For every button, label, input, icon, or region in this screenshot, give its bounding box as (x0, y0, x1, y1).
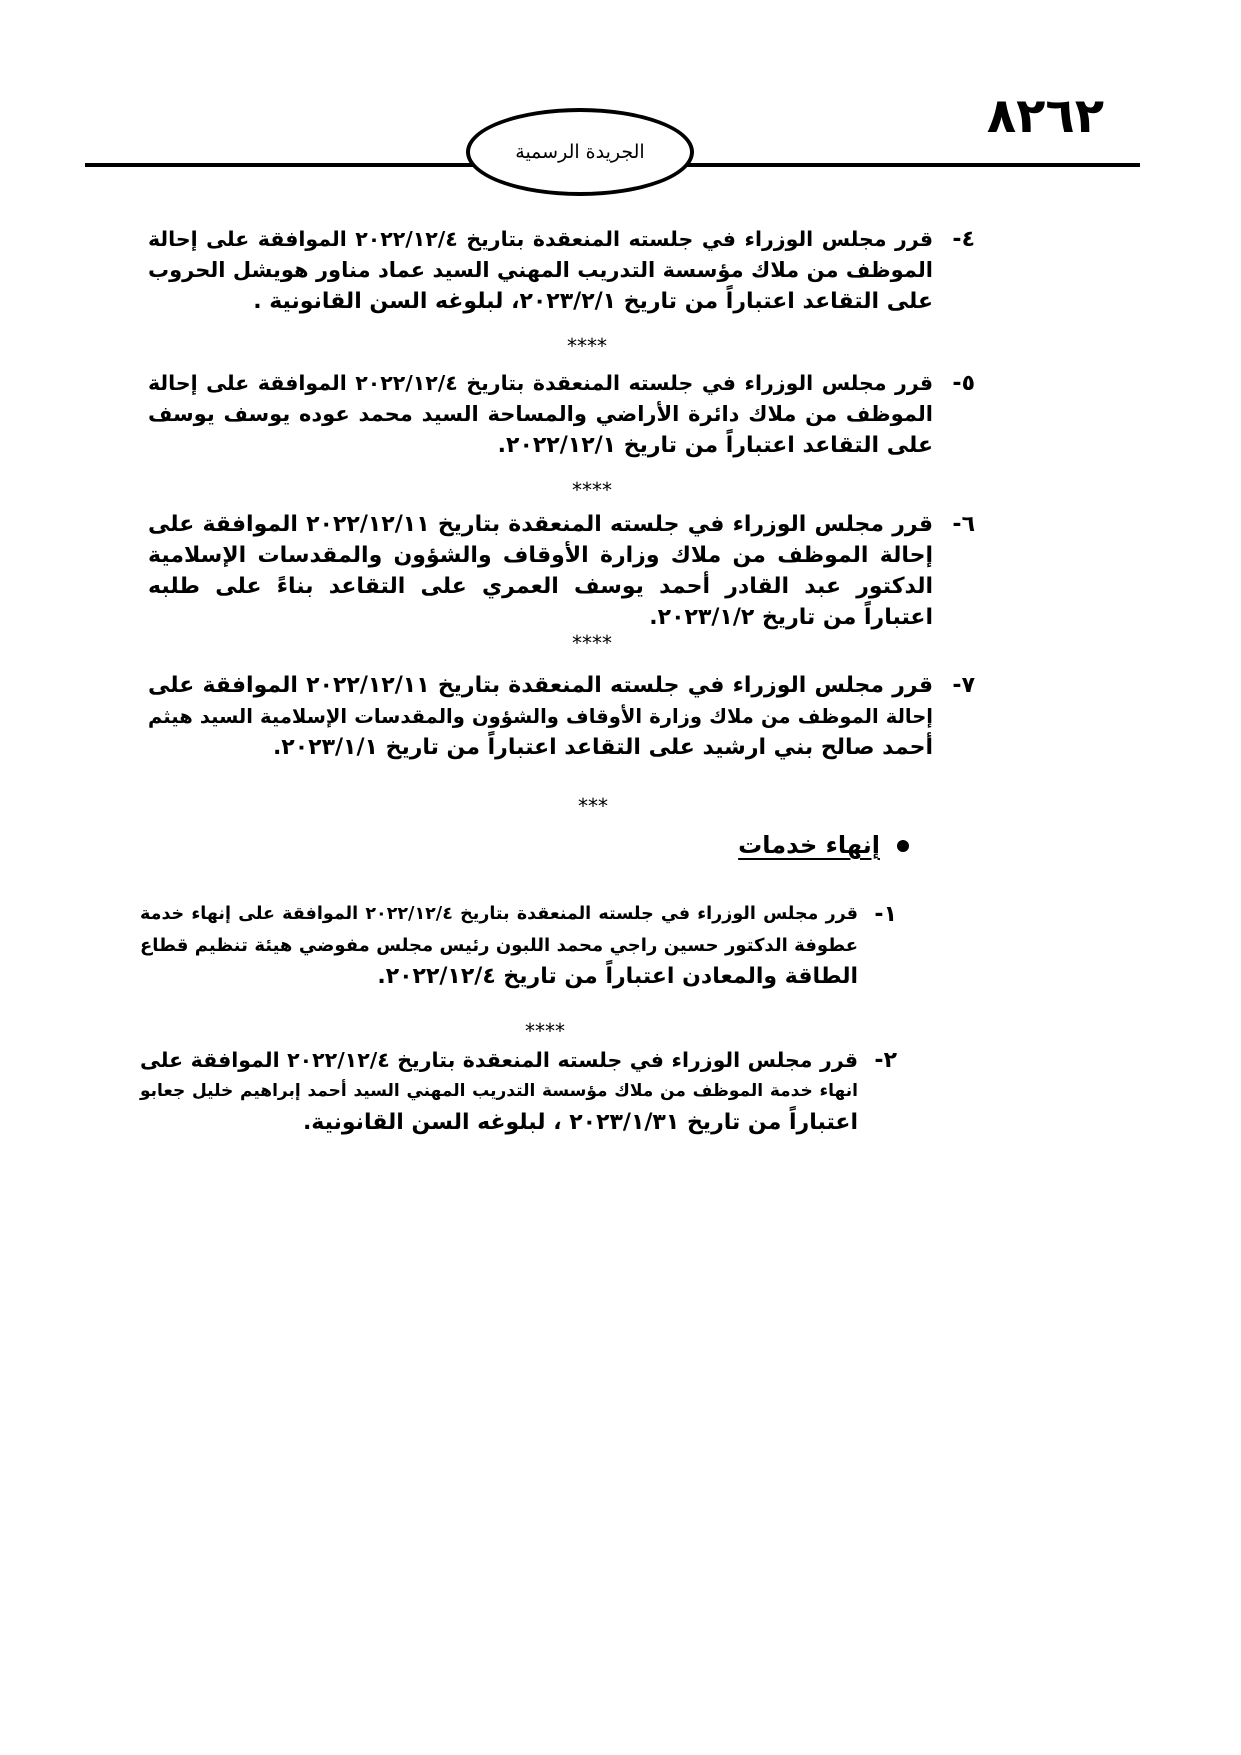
item-text (140, 899, 858, 992)
section-separator-stars: *** (578, 794, 608, 818)
text-line: اعتباراً من تاريخ ٢٠٢٣/١/٢. (649, 605, 933, 630)
text-line: قرر مجلس الوزراء في جلسته المنعقدة بتاريخ ٢٠٢٢/١٢/٤ الموافقة على إحالة (148, 227, 934, 251)
item-number: ٥- (952, 371, 975, 396)
section-heading: إنهاء خدمات (738, 831, 880, 859)
text-line: على التقاعد اعتباراً من تاريخ ٢٠٢٣/٢/١، لبلوغه السن القانونية . (253, 289, 933, 314)
gazette-title: الجريدة الرسمية (515, 141, 645, 163)
retirement-item (0, 509, 1241, 630)
item-text (148, 368, 933, 461)
text-line: قرر مجلس الوزراء في جلسته المنعقدة بتاريخ ٢٠٢٢/١٢/٤ الموافقة على إنهاء خدمة (140, 904, 859, 924)
bullet-icon (897, 840, 909, 852)
item-number: ٢- (874, 1048, 897, 1073)
text-line: الدكتور عبد القادر أحمد يوسف العمري على التقاعد بناءً على طلبه (148, 574, 933, 599)
item-number: ٦- (952, 512, 975, 537)
separator-stars: **** (525, 1019, 565, 1043)
text-line: إحالة الموظف من ملاك وزارة الأوقاف والشؤون والمقدسات الإسلامية السيد هيثم (148, 705, 933, 728)
text-line: أحمد صالح بني ارشيد على التقاعد اعتباراً من تاريخ ٢٠٢٣/١/١. (272, 735, 933, 760)
text-line: قرر مجلس الوزراء في جلسته المنعقدة بتاريخ ٢٠٢٢/١٢/٤ الموافقة على إحالة (148, 371, 934, 395)
separator-stars: **** (572, 478, 612, 502)
termination-item (0, 899, 1241, 989)
text-line: الموظف من ملاك مؤسسة التدريب المهني السيد عماد مناور هويشل الحروب (148, 258, 933, 282)
termination-item (0, 1045, 1241, 1135)
text-line: اعتباراً من تاريخ ٢٠٢٣/١/٣١ ، لبلوغه السن القانونية. (302, 1110, 858, 1135)
item-number: ٤- (952, 227, 975, 252)
item-text (148, 224, 933, 317)
separator-stars: **** (567, 334, 607, 358)
text-line: الطاقة والمعادن اعتباراً من تاريخ ٢٠٢٢/١٢/٤. (377, 964, 858, 989)
item-text (148, 670, 933, 763)
separator-stars: **** (572, 631, 612, 655)
gazette-title-oval (466, 108, 694, 196)
page-number: ٨٢٦٢ (986, 88, 1104, 144)
text-line: انهاء خدمة الموظف من ملاك مؤسسة التدريب المهني السيد أحمد إبراهيم خليل جعابو (140, 1081, 858, 1101)
item-text (140, 1045, 858, 1138)
text-line: قرر مجلس الوزراء في جلسته المنعقدة بتاريخ ٢٠٢٢/١٢/١١ الموافقة على (148, 512, 933, 537)
text-line: عطوفة الدكتور حسين راجي محمد اللبون رئيس مجلس مفوضي هيئة تنظيم قطاع (140, 935, 858, 956)
item-text (148, 509, 933, 633)
item-number: ٧- (952, 673, 975, 698)
text-line: قرر مجلس الوزراء في جلسته المنعقدة بتاريخ ٢٠٢٢/١٢/١١ الموافقة على (148, 673, 933, 698)
text-line: على التقاعد اعتباراً من تاريخ ٢٠٢٢/١٢/١. (497, 433, 933, 458)
text-line: إحالة الموظف من ملاك وزارة الأوقاف والشؤون والمقدسات الإسلامية (148, 543, 933, 568)
item-number: ١- (874, 902, 897, 927)
text-line: الموظف من ملاك دائرة الأراضي والمساحة السيد محمد عوده يوسف يوسف (148, 402, 933, 426)
retirement-item (0, 670, 1241, 760)
text-line: قرر مجلس الوزراء في جلسته المنعقدة بتاريخ ٢٠٢٢/١٢/٤ الموافقة على (140, 1048, 859, 1072)
retirement-item (0, 224, 1241, 314)
retirement-item (0, 368, 1241, 458)
